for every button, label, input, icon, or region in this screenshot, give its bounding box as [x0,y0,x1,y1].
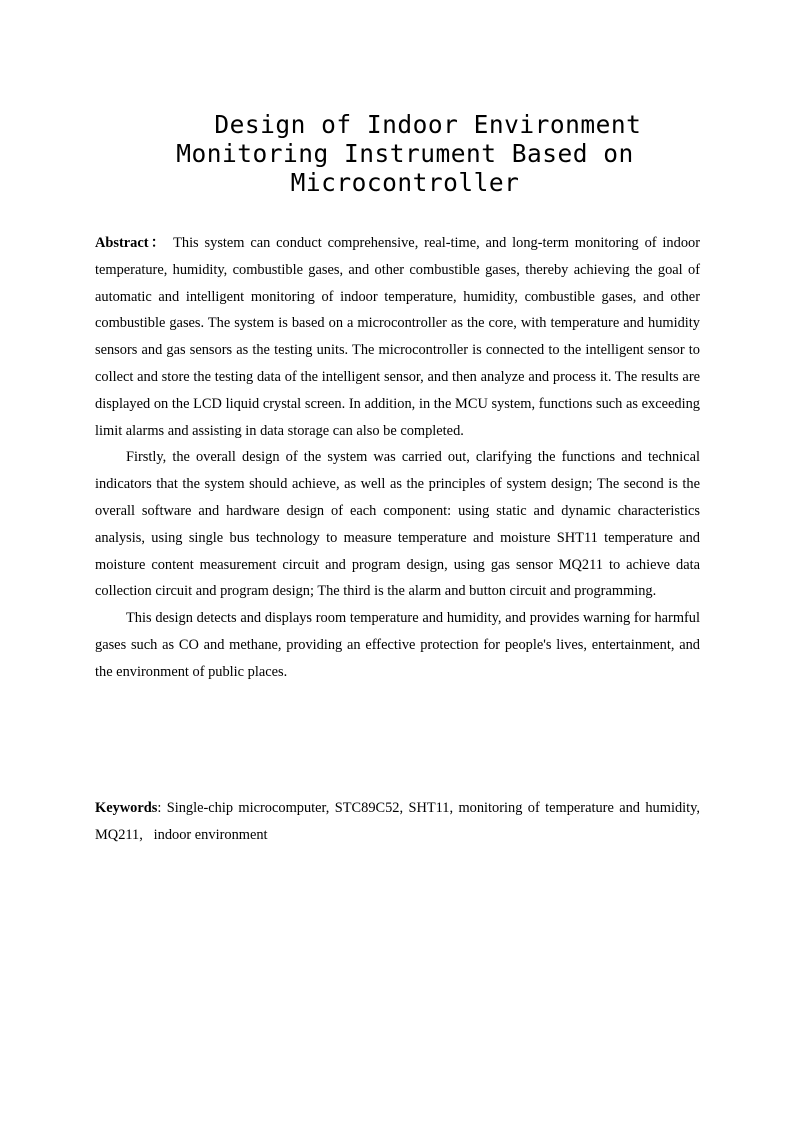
keywords-paragraph [95,795,711,849]
abstract-paragraph-3: This design detects and displays room temperature and humidity, and provides warning for harmful gases such as CO and methane, providing an effective protection for people's lives, entertainment, and the environment of public places. [95,610,700,680]
title-line-2: Monitoring Instrument Based on [176,139,634,168]
keywords-section [95,795,711,849]
keywords-label: Keywords [95,800,158,816]
abstract-section [95,230,700,686]
paper-title [95,110,715,197]
keywords-text: : Single-chip microcomputer, STC89C52, SHT11, monitoring of temperature and humidity, MQ211, indoor environment [95,800,711,843]
abstract-paragraph-1-text: This system can conduct comprehensive, real-time, and long-term monitoring of indoor temperature, humidity, combustible gases, and other combustible gases, thereby achieving the goal of automatic and intelligent monitoring of indoor temperature, humidity, combustible gases, and other combustible gases. The system is based on a microcontroller as the core, with temperature and humidity sensors and gas sensors as the testing units. The microcontroller is connected to the intelligent sensor to collect and store the testing data of the intelligent sensor, and then analyze and process it. The results are displayed on the LCD liquid crystal screen. In addition, in the MCU system, functions such as exceeding limit alarms and assisting in data storage can also be completed. [95,235,701,439]
title-line-1: Design of Indoor Environment [168,110,642,139]
abstract-paragraph-1 [95,230,700,444]
abstract-label: Abstract： [95,235,168,251]
title-line-3: Microcontroller [290,168,520,197]
abstract-paragraph-2: Firstly, the overall design of the system was carried out, clarifying the functions and technical indicators that the system should achieve, as well as the principles of system design; The second is the overall software and hardware design of each component: using static and dynamic characteristics analysis, using single bus technology to measure temperature and moisture SHT11 temperature and moisture content measurement circuit and program design, using gas sensor MQ211 to achieve data collection circuit and program design; The third is the alarm and button circuit and programming. [95,449,700,600]
